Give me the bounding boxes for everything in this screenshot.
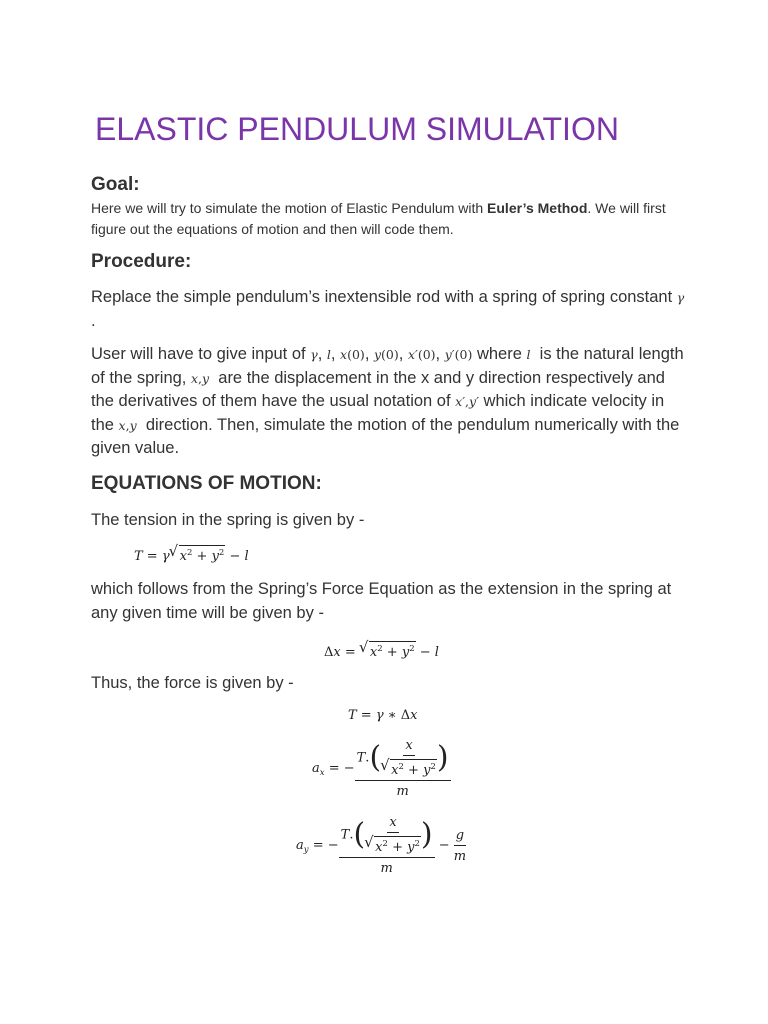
goal-paragraph: Here we will try to simulate the motion of Elastic Pendulum with Euler’s Method. We will first figure out the equations of motion and then will code them. [91, 200, 666, 237]
extension-equation: Δx = √ $x^2 + y^2 - l$ [324, 641, 439, 660]
ax-equation: $a_x$ = − T.( x √ $x^2 + y^2$ ) m [312, 738, 451, 799]
procedure-paragraph-1: Replace the simple pendulum’s inextensible rod with a spring of spring constant γ . [91, 288, 685, 330]
force-equation: T = γ ∗ Δx [348, 708, 418, 723]
extension-intro: which follows from the Spring’s Force Equation as the extension in the spring at any given time will be given by - [91, 580, 672, 622]
gamma-symbol: γ [676, 290, 685, 305]
equations-of-motion-heading: EQUATIONS OF MOTION: [91, 473, 322, 494]
goal-heading: Goal: [91, 174, 140, 195]
procedure-heading: Procedure: [91, 251, 192, 272]
force-intro: Thus, the force is given by - [91, 674, 294, 692]
procedure-paragraph-2: User will have to give input of γ, l, x(0), y(0), x′(0), y′(0) where l is the natural length of the spring, x,y are the displacement in the x and y direction respectively and the derivatives of them have the usual notation of x′,y′ which indicate velocity in the x,y direction. Then, simulate the motion of the pendulum numerically with the given value. [91, 345, 684, 457]
ay-equation: $a_y$ = − T.( x √ $x^2 + y^2$ ) m − $\frac{g}{m}$ [296, 815, 466, 876]
tension-intro: The tension in the spring is given by - [91, 511, 365, 529]
eulers-method-bold: Euler’s Method [487, 200, 588, 216]
tension-equation: T = γ√ $x^2 + y^2 - l$ [134, 545, 249, 564]
page-title: ELASTIC PENDULUM SIMULATION [95, 111, 619, 147]
